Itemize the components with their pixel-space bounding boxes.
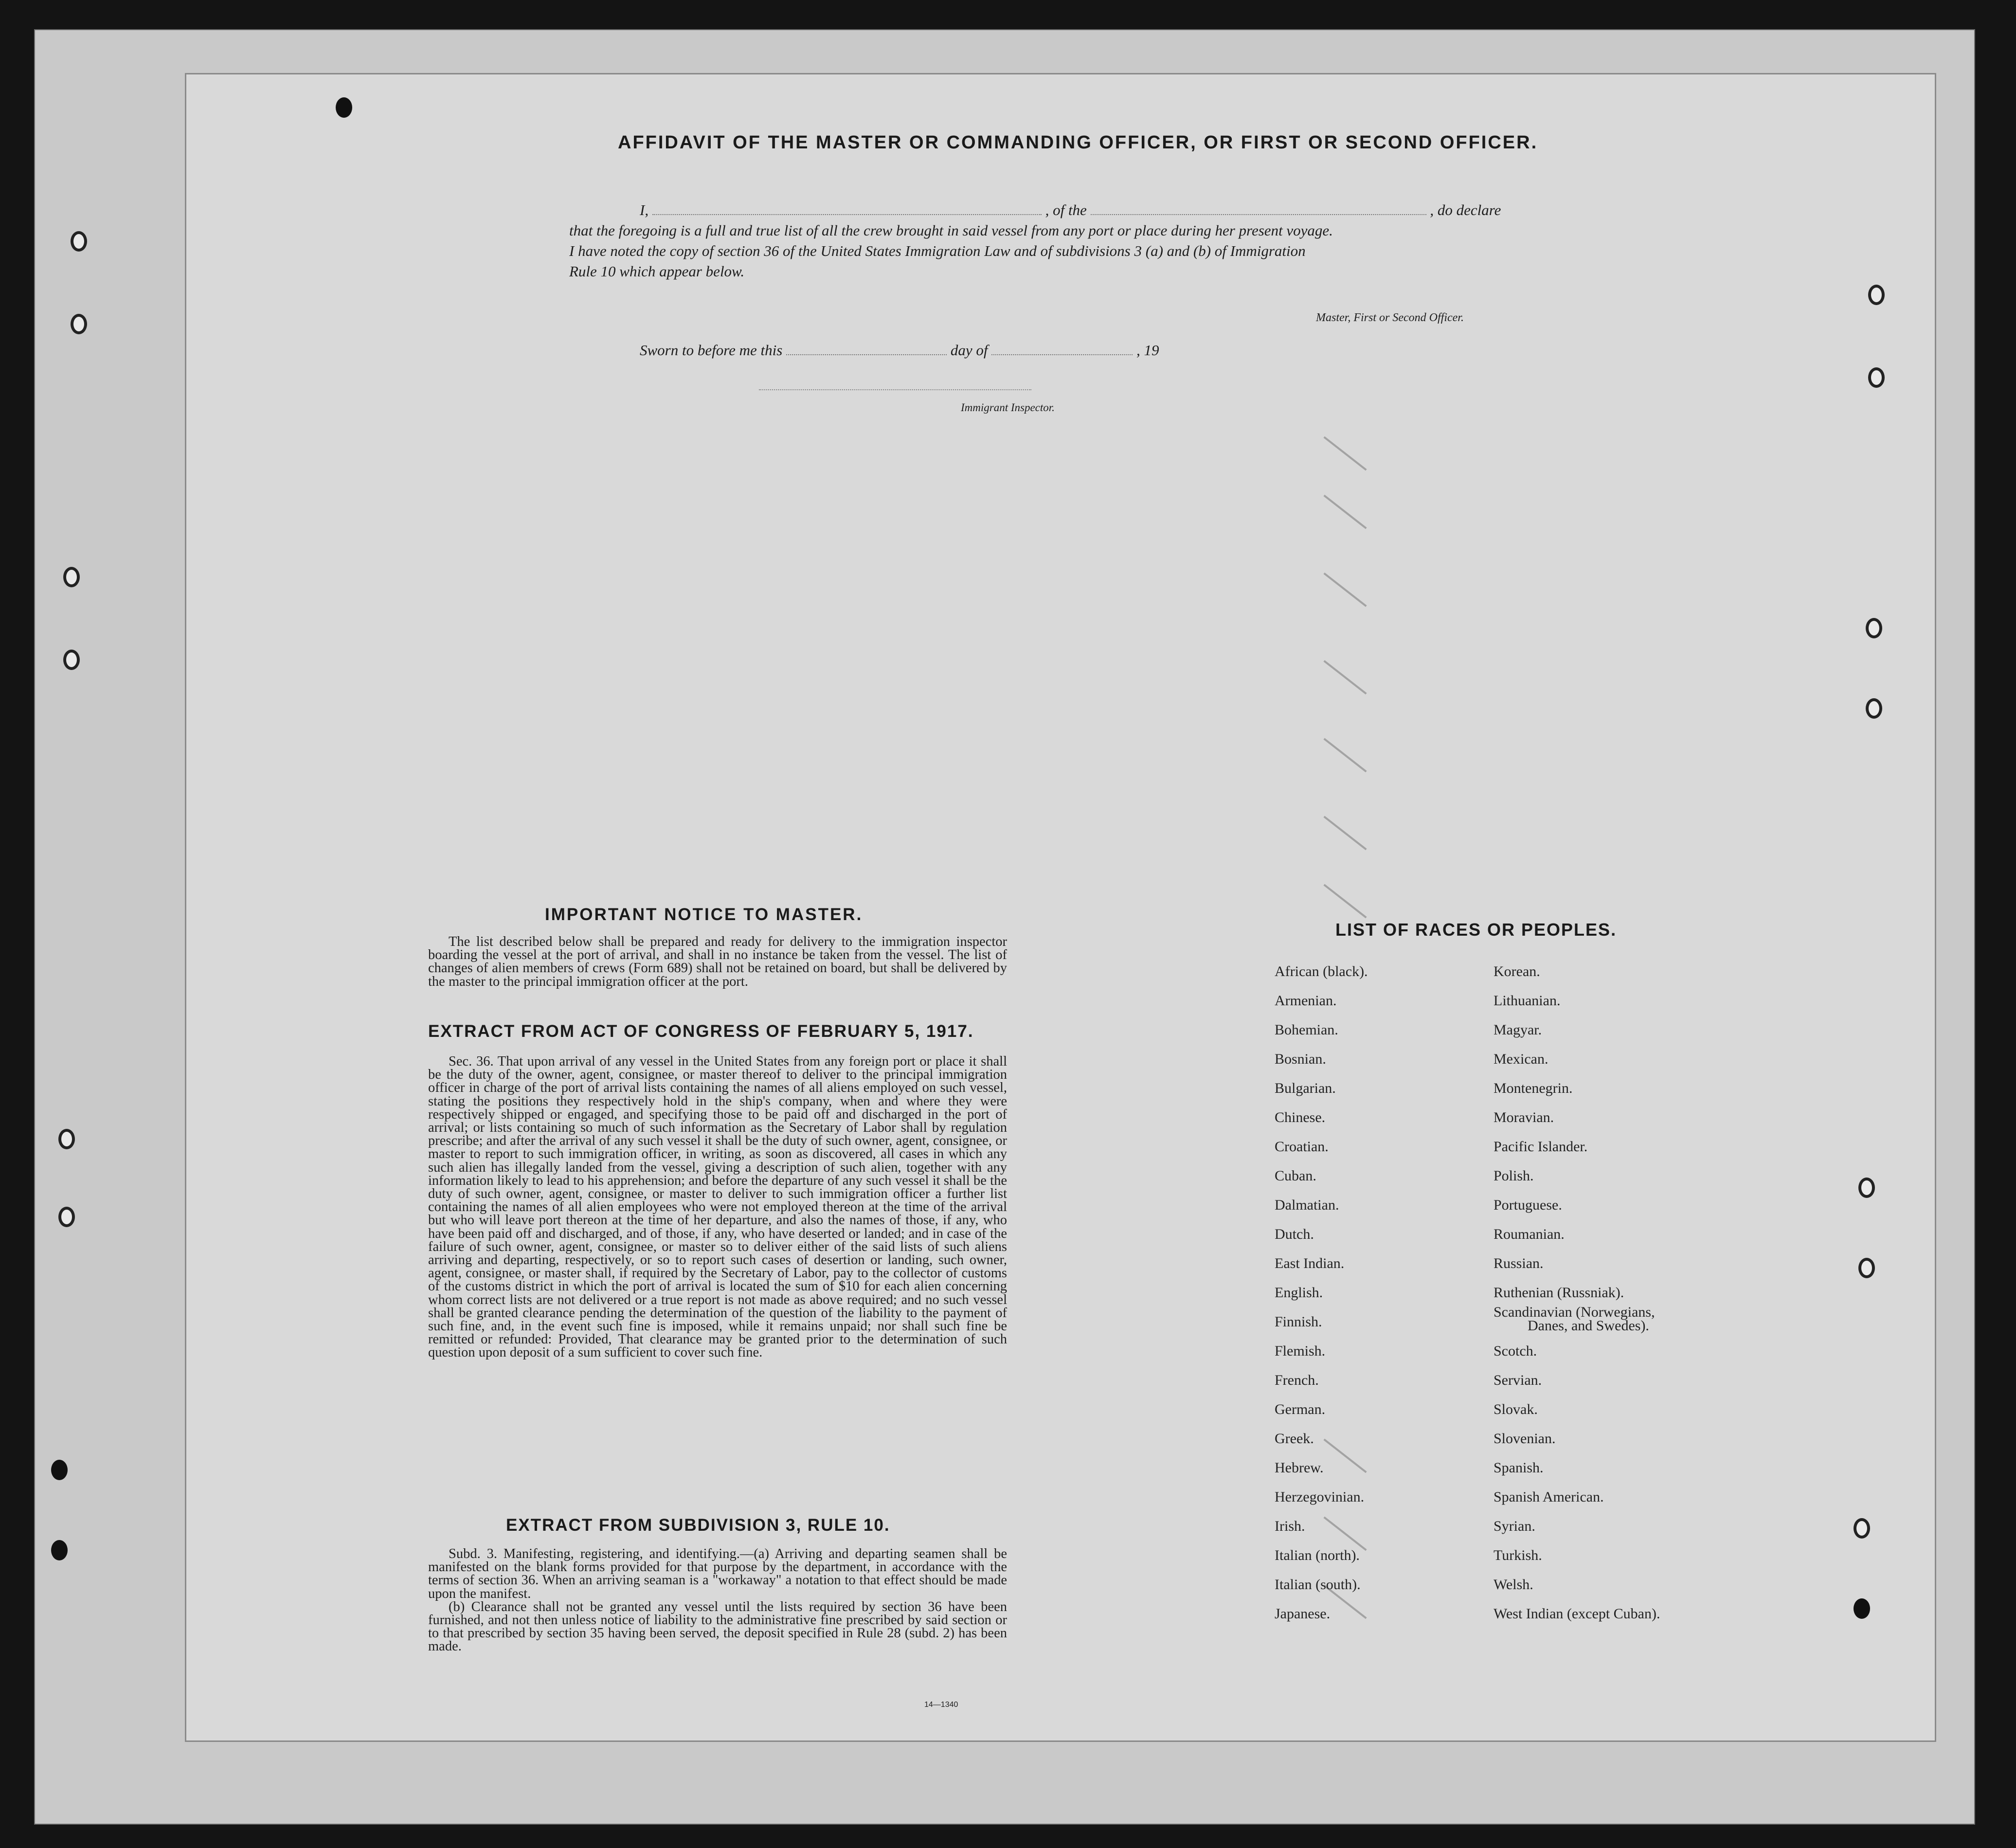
race-item: Scandinavian (Norwegians, bbox=[1494, 1304, 1655, 1320]
notice-body: The list described below shall be prepared and ready for delivery to the immigration inspector boarding the vessel at the port of arrival, and shall in no instance be taken from the vessel. The list of changes of alien members of crews (Form 689) shall not be retained on board, but shall be delivered by the master to the principal immigration officer at the port. bbox=[428, 934, 1007, 989]
punch-hole-icon bbox=[1868, 367, 1885, 388]
race-item: Chinese. bbox=[1275, 1109, 1326, 1125]
punch-hole-icon bbox=[336, 97, 352, 118]
sworn-day-of-label: day of bbox=[950, 342, 988, 359]
races-right-column bbox=[1494, 963, 1727, 1703]
act-extract-body-block bbox=[428, 1055, 1007, 1359]
rule-extract-title: EXTRACT FROM SUBDIVISION 3, RULE 10. bbox=[506, 1516, 890, 1535]
race-item: Montenegrin. bbox=[1494, 1080, 1573, 1096]
race-item: Italian (north). bbox=[1275, 1547, 1360, 1563]
race-item: African (black). bbox=[1275, 963, 1368, 979]
race-item: Armenian. bbox=[1275, 993, 1337, 1009]
affidavit-do-declare-label: , do declare bbox=[1430, 201, 1501, 218]
ditto-mark bbox=[1323, 436, 1367, 471]
punch-hole-icon bbox=[58, 1207, 75, 1227]
race-item: Slovenian. bbox=[1494, 1431, 1556, 1447]
inspector-label: Immigrant Inspector. bbox=[961, 401, 1055, 414]
race-item: Slovak. bbox=[1494, 1401, 1538, 1417]
rule-extract-para-a: Subd. 3. Manifesting, registering, and identifying.—(a) Arriving and departing seamen shall be manifested on the blank forms provided for that purpose by the department, in accordance with the terms of section 36. When an arriving seaman is a "workaway" a notation to that effect should be made upon the manifest. bbox=[428, 1546, 1007, 1601]
race-item: Scotch. bbox=[1494, 1343, 1537, 1359]
race-item: Korean. bbox=[1494, 963, 1540, 979]
punch-hole-icon bbox=[1866, 698, 1882, 719]
race-item: Lithuanian. bbox=[1494, 993, 1561, 1009]
race-item: Polish. bbox=[1494, 1168, 1534, 1184]
sworn-line bbox=[640, 340, 1159, 361]
punch-hole-icon bbox=[51, 1540, 68, 1560]
notice-title: IMPORTANT NOTICE TO MASTER. bbox=[545, 905, 863, 924]
race-item: English. bbox=[1275, 1285, 1323, 1301]
race-item: Moravian. bbox=[1494, 1109, 1554, 1125]
race-item: Bosnian. bbox=[1275, 1051, 1326, 1067]
race-item: Flemish. bbox=[1275, 1343, 1326, 1359]
race-item: Japanese. bbox=[1275, 1606, 1331, 1622]
race-item: Pacific Islander. bbox=[1494, 1139, 1588, 1155]
sworn-month-field[interactable] bbox=[991, 354, 1133, 355]
affidavit-declaration-line bbox=[640, 199, 1501, 221]
race-item: Welsh. bbox=[1494, 1576, 1533, 1593]
name-field[interactable] bbox=[652, 214, 1042, 215]
affidavit-line-4: Rule 10 which appear below. bbox=[569, 263, 745, 280]
ditto-mark bbox=[1323, 816, 1367, 851]
race-item: Spanish. bbox=[1494, 1460, 1544, 1476]
form-sheet bbox=[185, 73, 1936, 1742]
punch-hole-icon bbox=[1868, 285, 1885, 305]
race-item: Dalmatian. bbox=[1275, 1197, 1339, 1213]
race-item: Croatian. bbox=[1275, 1139, 1329, 1155]
race-item: Irish. bbox=[1275, 1518, 1305, 1534]
act-extract-title: EXTRACT FROM ACT OF CONGRESS OF FEBRUARY 5, 1917. bbox=[428, 1022, 974, 1041]
race-item: Spanish American. bbox=[1494, 1489, 1604, 1505]
race-item: Servian. bbox=[1494, 1372, 1542, 1388]
act-extract-body: Sec. 36. That upon arrival of any vessel in the United States from any foreign port or place it shall be the duty of the owner, agent, consignee, or master thereof to deliver to the principal immigration officer in charge of the port of arrival lists containing the names of all aliens employed on such vessel, stating the positions they respectively hold in the ship's company, when and where they were respectively shipped or engaged, and specifying those to be paid off and discharged in the port of arrival; or lists containing so much of such information as the Secretary of Labor shall by regulation prescribe; and after the arrival of any such vessel it shall be the duty of such owner, agent, consignee, or master to report to such immigration officer, in writing, as soon as discovered, all cases in which any such alien has illegally landed from the vessel, giving a description of such alien, together with any information likely to lead to his apprehension; and before the departure of any such vessel it shall be the duty of such owner, agent, consignee, or master to deliver to such immigration officer a further list containing the names of all alien employees who were not employed thereon at the time of the arrival but who will leave port thereon at the time of her departure, and also the names of those, if any, who have been paid off and discharged, and of those, if any, who have deserted or landed; and in case of the failure of such owner, agent, consignee, or master so to deliver either of the said lists of such aliens arriving and departing, respectively, or so to report such cases of desertion or landing, such owner, agent, consignee, or master shall, if required by the Secretary of Labor, pay to the collector of customs of the customs district in which the port of arrival is located the sum of $10 for each alien concerning whom correct lists are not delivered or a true report is not made as above required; and no such vessel shall be granted clearance pending the determination of the question of the liability to the payment of such fine, and, in the event such fine is imposed, while it remains unpaid; nor shall such fine be remitted or refunded: Provided, That clearance may be granted prior to the determination of such question upon deposit of a sum sufficient to cover such fine. bbox=[428, 1054, 1007, 1360]
ditto-mark bbox=[1323, 495, 1367, 529]
form-number: 14—1340 bbox=[924, 1701, 958, 1709]
race-item: Bulgarian. bbox=[1275, 1080, 1336, 1096]
race-item: Russian. bbox=[1494, 1255, 1544, 1271]
race-item: Turkish. bbox=[1494, 1547, 1542, 1563]
punch-hole-icon bbox=[1866, 618, 1882, 638]
punch-hole-icon bbox=[63, 567, 80, 587]
punch-hole-icon bbox=[71, 314, 87, 334]
punch-hole-icon bbox=[1858, 1258, 1875, 1278]
punch-hole-icon bbox=[58, 1129, 75, 1149]
race-item-continuation: Danes, and Swedes). bbox=[1528, 1318, 1649, 1334]
ditto-mark bbox=[1323, 573, 1367, 607]
punch-hole-icon bbox=[51, 1460, 68, 1480]
race-item: French. bbox=[1275, 1372, 1319, 1388]
race-item: Herzegovinian. bbox=[1275, 1489, 1365, 1505]
race-item: East Indian. bbox=[1275, 1255, 1345, 1271]
race-item: Dutch. bbox=[1275, 1226, 1314, 1242]
punch-hole-icon bbox=[1858, 1178, 1875, 1198]
race-item: Cuban. bbox=[1275, 1168, 1316, 1184]
punch-hole-icon bbox=[63, 650, 80, 670]
race-item: Syrian. bbox=[1494, 1518, 1535, 1534]
sworn-prefix-label: Sworn to before me this bbox=[640, 342, 783, 359]
ditto-mark bbox=[1323, 660, 1367, 695]
inspector-signature-line bbox=[759, 389, 1031, 390]
race-item: Bohemian. bbox=[1275, 1022, 1338, 1038]
rule-extract-para-b: (b) Clearance shall not be granted any vessel until the lists required by section 36 have been furnished, and not then unless notice of liability to the administrative fine prescribed by said section or to that prescribed by section 35 having been served, the deposit specified in Rule 28 (subd. 2) has been made. bbox=[428, 1599, 1007, 1654]
ditto-mark bbox=[1323, 884, 1367, 919]
punch-hole-icon bbox=[1854, 1598, 1870, 1619]
race-item: Greek. bbox=[1275, 1431, 1314, 1447]
race-item: West Indian (except Cuban). bbox=[1494, 1606, 1660, 1622]
affidavit-line-3: I have noted the copy of section 36 of the United States Immigration Law and of subdivisions 3 (a) and (b) of Immigration bbox=[569, 242, 1306, 259]
master-signature-label: Master, First or Second Officer. bbox=[1316, 311, 1464, 324]
race-item: Finnish. bbox=[1275, 1314, 1322, 1330]
rule-extract-body-block bbox=[428, 1547, 1007, 1653]
race-item: Portuguese. bbox=[1494, 1197, 1562, 1213]
punch-hole-icon bbox=[1854, 1518, 1870, 1539]
affidavit-title: AFFIDAVIT OF THE MASTER OR COMMANDING OFFICER, OR FIRST OR SECOND OFFICER. bbox=[618, 132, 1538, 153]
sworn-day-field[interactable] bbox=[786, 354, 947, 355]
affidavit-line-2: that the foregoing is a full and true list of all the crew brought in said vessel from any port or place during her present voyage. bbox=[569, 222, 1333, 239]
notice-body-block bbox=[428, 935, 1007, 988]
affidavit-i-label: I, bbox=[640, 201, 649, 218]
race-item: Magyar. bbox=[1494, 1022, 1542, 1038]
race-item: Ruthenian (Russniak). bbox=[1494, 1285, 1624, 1301]
race-item: German. bbox=[1275, 1401, 1326, 1417]
vessel-field[interactable] bbox=[1091, 214, 1426, 215]
race-item: Hebrew. bbox=[1275, 1460, 1324, 1476]
affidavit-of-the-label: , of the bbox=[1045, 201, 1087, 218]
race-item: Italian (south). bbox=[1275, 1576, 1361, 1593]
ditto-mark bbox=[1323, 738, 1367, 773]
sworn-year-label: , 19 bbox=[1136, 342, 1159, 359]
races-title: LIST OF RACES OR PEOPLES. bbox=[1335, 920, 1617, 940]
punch-hole-icon bbox=[71, 231, 87, 252]
race-item: Mexican. bbox=[1494, 1051, 1548, 1067]
race-item: Roumanian. bbox=[1494, 1226, 1565, 1242]
